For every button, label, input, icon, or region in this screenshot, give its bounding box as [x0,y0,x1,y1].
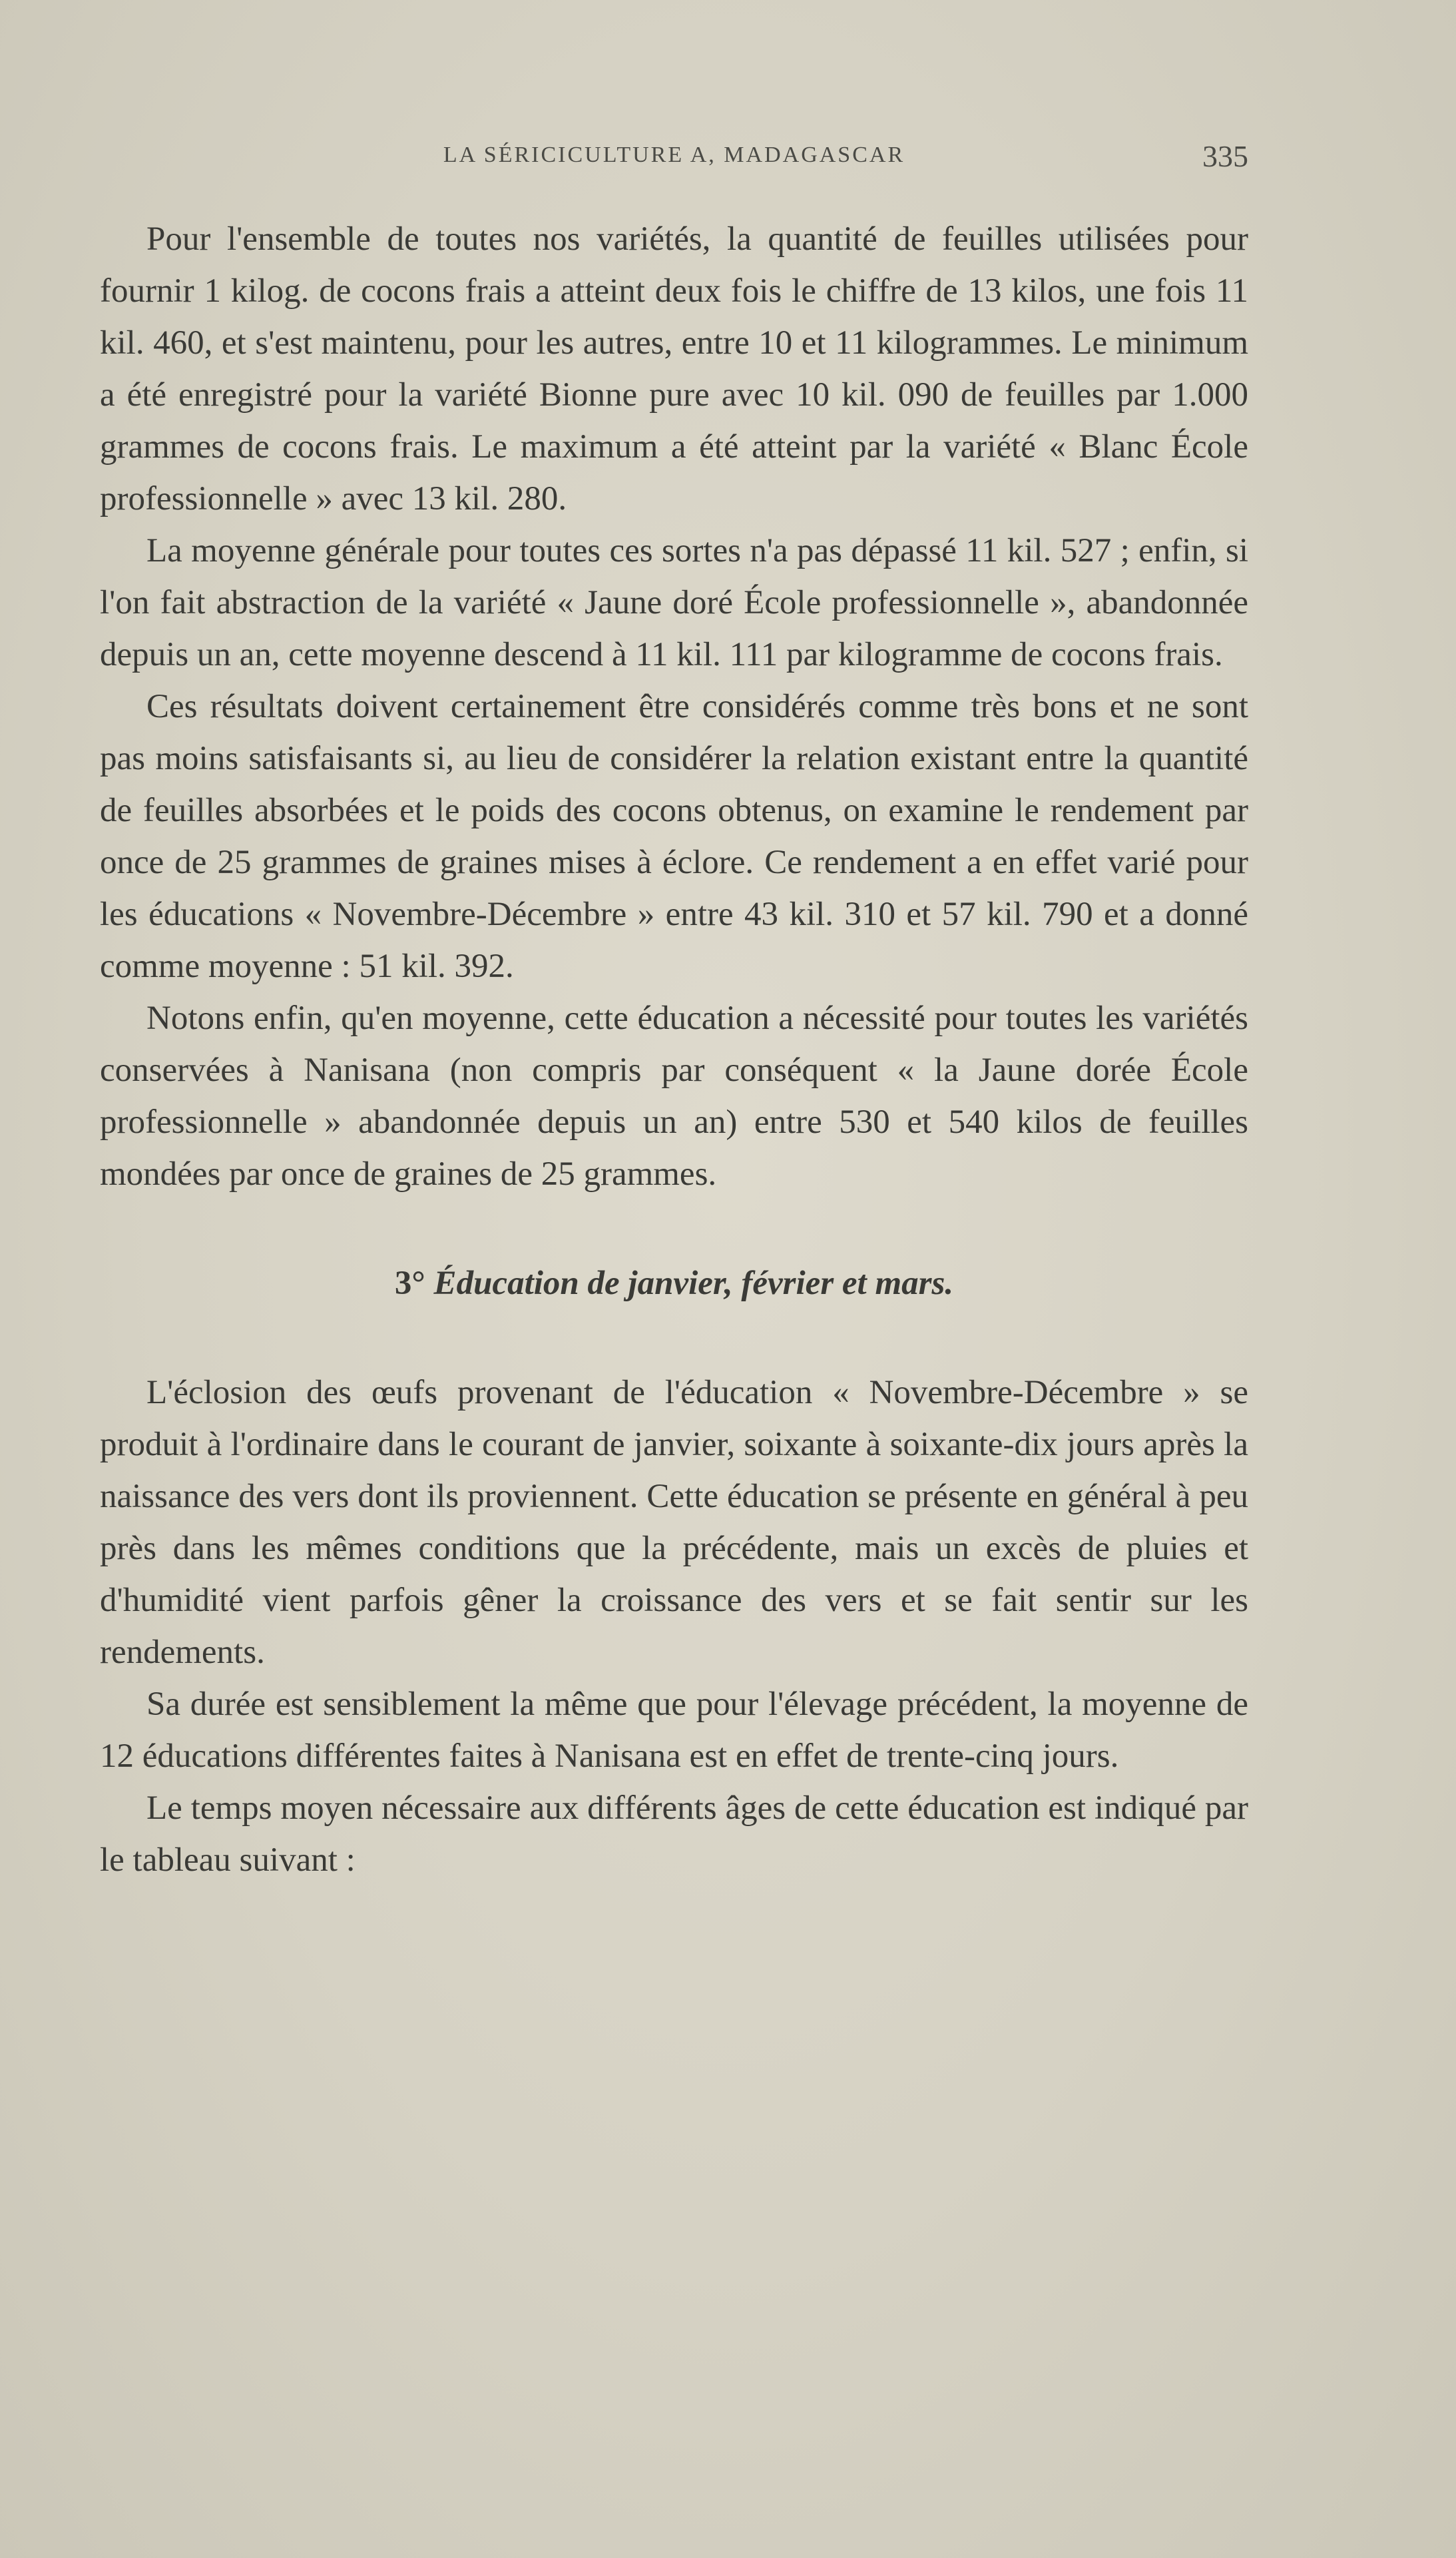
paragraph-yield-per-ounce: Ces résultats doivent certainement être considérés comme très bons et ne sont pas moins satisfaisants si, au lieu de considérer la relation existant entre la quantité de feuilles absorbées et le poids des cocons obtenus, on examine le rendement par once de 25 grammes de graines mises à éclore. Ce rendement a en effet varié pour les éducations « Novembre-Décembre » entre 43 kil. 310 et 57 kil. 790 et a donné comme moyenne : 51 kil. 392. [100,688,1248,985]
section-heading [100,1257,1248,1309]
spacer [100,1200,1248,1257]
paragraph-table-intro: Le temps moyen nécessaire aux différents âges de cette éducation est indiqué par le tableau suivant : [100,1789,1248,1879]
running-head [100,139,1248,182]
body-text [100,213,1248,1886]
section-title: Éducation de janvier, février et mars. [433,1265,954,1302]
paragraph-hatching: L'éclosion des œufs provenant de l'éducation « Novembre-Décembre » se produit à l'ordinaire dans le courant de janvier, soixante à soixante-dix jours après la naissance des vers dont ils proviennent. Cette éducation se présente en général à peu près dans les mêmes conditions que la précédente, mais un excès de pluies et d'humidité vient parfois gêner la croissance des vers et se fait sentir sur les rendements. [100,1374,1248,1671]
paragraph-leaf-ratio: Pour l'ensemble de toutes nos variétés, la quantité de feuilles utilisées pour fournir 1 kilog. de cocons frais a atteint deux fois le chiffre de 13 kilos, une fois 11 kil. 460, et s'est maintenu, pour les autres, entre 10 et 11 kilogrammes. Le minimum a été enregistré pour la variété Bionne pure avec 10 kil. 090 de feuilles par 1.000 grammes de cocons frais. Le maximum a été atteint par la variété « Blanc École professionnelle » avec 13 kil. 280. [100,220,1248,517]
paragraph-general-average: La moyenne générale pour toutes ces sortes n'a pas dépassé 11 kil. 527 ; enfin, si l'on fait abstraction de la variété « Jaune doré École professionnelle », abandonnée depuis un an, cette moyenne descend à 11 kil. 111 par kilogramme de cocons frais. [100,532,1248,673]
page-number: 335 [1202,139,1248,173]
paragraph-duration: Sa durée est sensiblement la même que pour l'élevage précédent, la moyenne de 12 éducations différentes faites à Nanisana est en effet de trente-cinq jours. [100,1686,1248,1775]
running-title: LA SÉRICICULTURE A, MADAGASCAR [443,143,905,167]
spacer [100,1309,1248,1367]
section-number: 3° [394,1265,425,1302]
paragraph-leaves-needed: Notons enfin, qu'en moyenne, cette éducation a nécessité pour toutes les variétés conservées à Nanisana (non compris par conséquent « la Jaune dorée École professionnelle » abandonnée depuis un an) entre 530 et 540 kilos de feuilles mondées par once de graines de 25 grammes. [100,1000,1248,1193]
